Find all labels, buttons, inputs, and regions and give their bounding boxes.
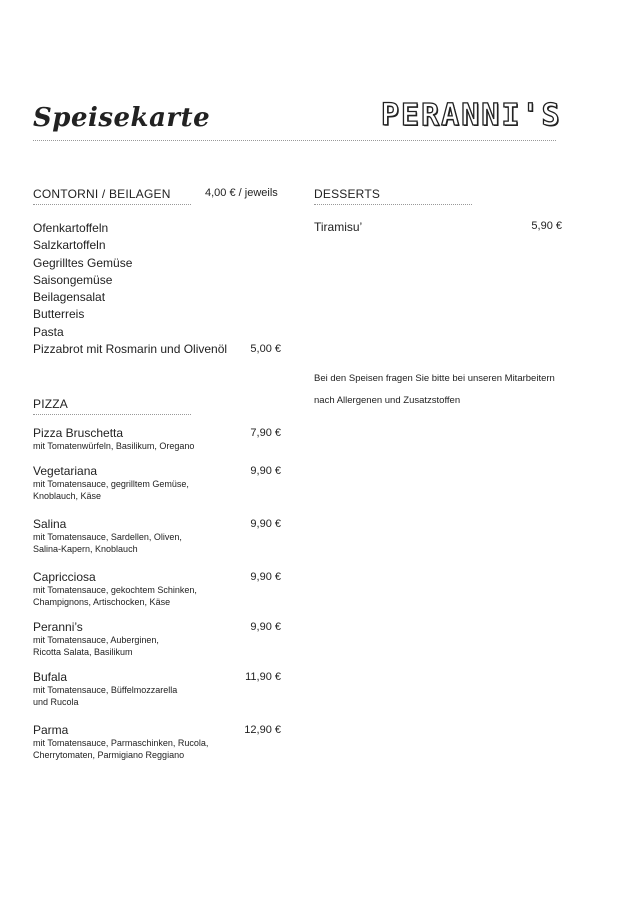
restaurant-logo: PERANNI'S [381, 98, 562, 133]
item-name: Capricciosa [33, 570, 96, 584]
header-divider [33, 140, 556, 141]
list-item: Gegrilltes Gemüse [33, 255, 133, 270]
desserts-heading: DESSERTS [314, 187, 381, 201]
contorni-list [33, 220, 227, 358]
item-description: und Rucola [33, 697, 79, 707]
item-description: Ricotta Salata, Basilikum [33, 647, 133, 657]
note-line: nach Allergenen und Zusatzstoffen [314, 395, 461, 406]
item-price: 9,90 € [250, 571, 281, 583]
item-description: mit Tomatensauce, Auberginen, [33, 635, 159, 645]
item-price: 9,90 € [250, 518, 281, 530]
pizza-heading: PIZZA [33, 397, 69, 411]
list-item: Saisongemüse [33, 272, 113, 287]
list-item: Ofenkartoffeln [33, 221, 109, 235]
item-description: mit Tomatenwürfeln, Basilikum, Oregano [33, 441, 195, 451]
dessert-price: 5,90 € [531, 220, 562, 232]
item-price: 9,90 € [250, 621, 281, 633]
list-item: Butterreis [33, 307, 85, 322]
item-description: mit Tomatensauce, Büffelmozzarella [33, 685, 178, 695]
item-description: Champignons, Artischocken, Käse [33, 597, 171, 607]
item-name: Vegetariana [33, 464, 98, 478]
menu-item [33, 723, 208, 761]
list-item: Salzkartoffeln [33, 238, 106, 253]
list-item: Pizzabrot mit Rosmarin und Olivenöl [33, 342, 228, 357]
item-name: Pizza Bruschetta [33, 426, 124, 440]
pizza-divider [33, 414, 191, 415]
item-price: 7,90 € [250, 427, 281, 439]
allergen-note [314, 368, 594, 412]
menu-item [33, 570, 197, 608]
menu-item [33, 464, 189, 502]
item-description: Salina-Kapern, Knoblauch [33, 544, 138, 554]
item-description: mit Tomatensauce, gegrilltem Gemüse, [33, 479, 189, 489]
item-price: 12,90 € [244, 724, 281, 736]
item-description: Knoblauch, Käse [33, 491, 102, 501]
desserts-divider [314, 204, 472, 205]
item-price: 9,90 € [250, 465, 281, 477]
item-name: Peranni’s [33, 620, 83, 634]
contorni-heading: CONTORNI / BEILAGEN [33, 187, 171, 201]
menu-item [33, 426, 194, 452]
list-item: Pasta [33, 324, 64, 339]
list-item: Beilagensalat [33, 290, 106, 305]
item-name: Salina [33, 517, 67, 531]
item-name: Bufala [33, 670, 68, 684]
dessert-item: Tiramisu’ [314, 220, 363, 234]
page-title: Speisekarte [33, 103, 211, 133]
item-description: Cherrytomaten, Parmigiano Reggiano [33, 750, 185, 760]
menu-item [33, 517, 182, 555]
menu-item [33, 670, 177, 708]
item-description: mit Tomatensauce, Parmaschinken, Rucola, [33, 738, 209, 748]
contorni-price-note: 4,00 € / jeweils [205, 187, 278, 199]
item-price: 11,90 € [245, 671, 281, 683]
note-line: Bei den Speisen fragen Sie bitte bei unseren Mitarbeitern [314, 373, 555, 384]
item-name: Parma [33, 723, 69, 737]
menu-item [33, 620, 159, 658]
contorni-divider [33, 204, 191, 205]
item-description: mit Tomatensauce, Sardellen, Oliven, [33, 532, 182, 542]
item-description: mit Tomatensauce, gekochtem Schinken, [33, 585, 197, 595]
pizzabrot-price: 5,00 € [250, 343, 281, 355]
